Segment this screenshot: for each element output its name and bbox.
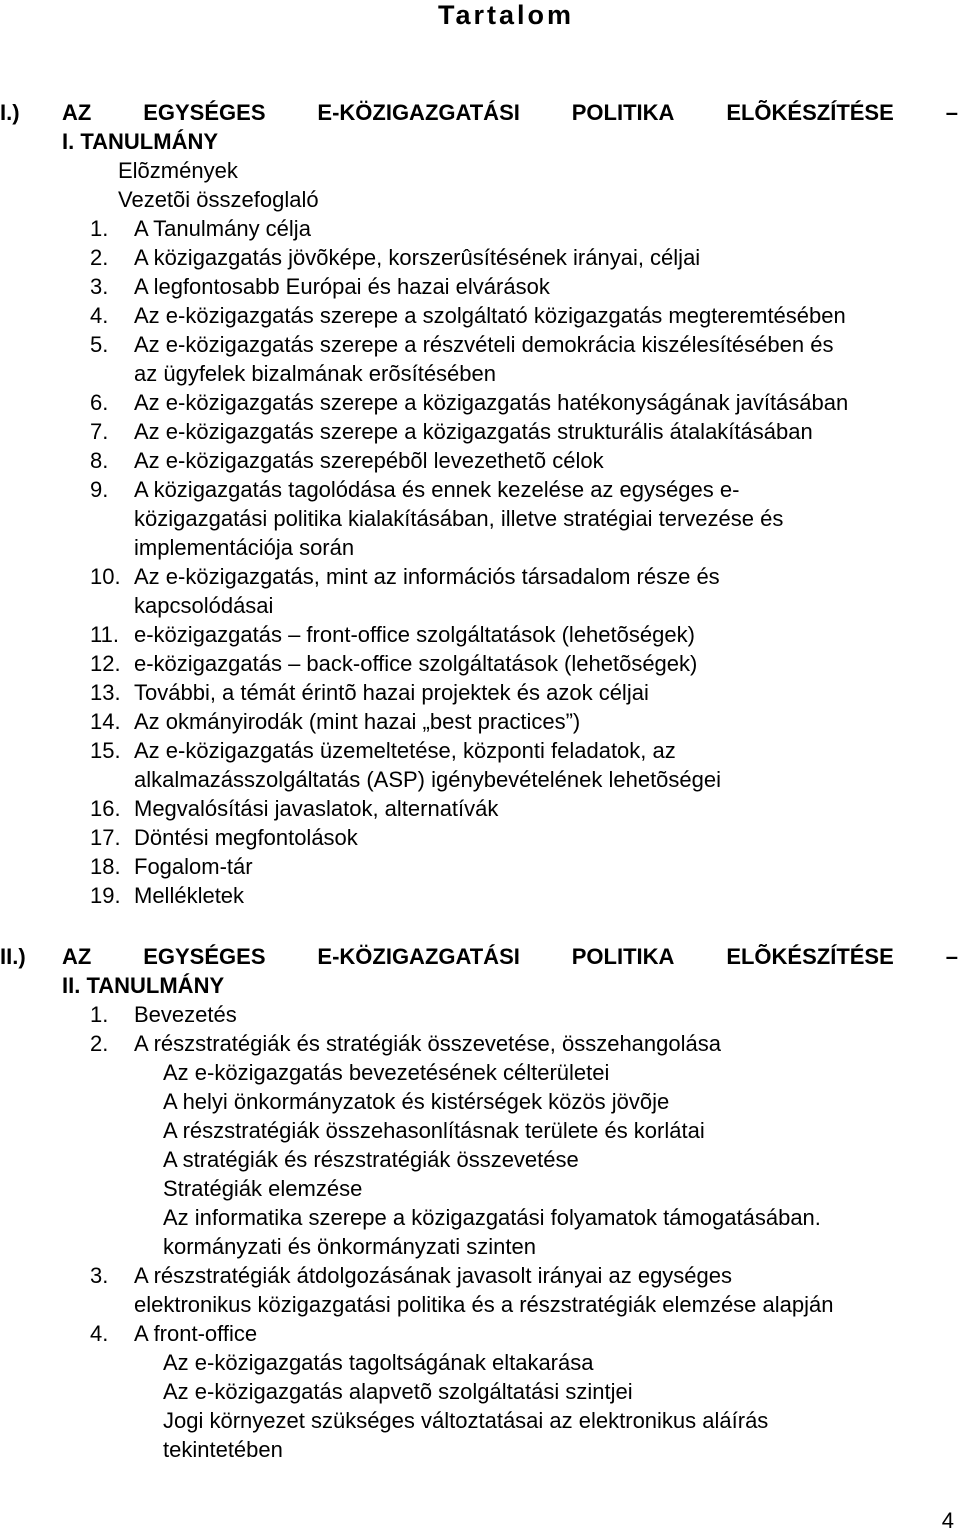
toc-item-text: Mellékletek [134,883,245,908]
section-number: I.) [0,100,20,125]
toc-subitem-text: Jogi környezet szükséges változtatásai az elektronikus aláírás [163,1408,769,1433]
toc-item-number: 15. [90,738,121,763]
toc-item-text: Fogalom-tár [134,854,253,879]
toc-item-text: közigazgatási politika kialakításában, illetve stratégiai tervezése és [134,506,784,531]
toc-item-text: Bevezetés [134,1002,237,1027]
section-number: II.) [0,944,26,969]
toc-item-text: implementációja során [134,535,355,560]
toc-subitem-text: Az e-közigazgatás alapvetõ szolgáltatási szintjei [163,1379,633,1404]
toc-item-number: 14. [90,709,121,734]
toc-item-number: 1. [90,1002,109,1027]
toc-subitem-text: A részstratégiák összehasonlításnak területe és korlátai [163,1118,705,1143]
toc-item-number: 4. [90,303,109,328]
heading-word: POLITIKA [571,944,675,969]
toc-item-text: elektronikus közigazgatási politika és a részstratégiák elemzése alapján [134,1292,834,1317]
toc-item-number: 16. [90,796,121,821]
toc-item-text: Döntési megfontolások [134,825,358,850]
toc-item-number: 9. [90,477,109,502]
toc-item-text: A részstratégiák átdolgozásának javasolt irányai az egységes [134,1263,733,1288]
section-subtitle: II. TANULMÁNY [62,973,225,998]
toc-item-text: kapcsolódásai [134,593,274,618]
section-title-line [62,942,958,971]
toc-subitem-text: Az e-közigazgatás tagoltságának eltakarása [163,1350,594,1375]
toc-item-number: 2. [90,1031,109,1056]
toc-subitem-text: Stratégiák elemzése [163,1176,363,1201]
toc-item-number: 7. [90,419,109,444]
section-title-line [62,98,958,127]
toc-item-text: az ügyfelek bizalmának erõsítésében [134,361,496,386]
section-heading-2 [0,942,960,1000]
toc-item-text: alkalmazásszolgáltatás (ASP) igénybevételének lehetõségei [134,767,722,792]
toc-subitem-text: kormányzati és önkormányzati szinten [163,1234,536,1259]
toc-item-number: 3. [90,274,109,299]
toc-item-number: 17. [90,825,121,850]
toc-item-number: 2. [90,245,109,270]
heading-word: E-KÖZIGAZGATÁSI [317,100,520,125]
toc-item-number: 6. [90,390,109,415]
toc-item-number: 5. [90,332,109,357]
heading-word: AZ [62,944,92,969]
section-subtitle: I. TANULMÁNY [62,129,219,154]
toc-item-text: Az e-közigazgatás szerepe a közigazgatás hatékonyságának javításában [134,390,849,415]
toc-item-number: 4. [90,1321,109,1346]
toc-item-text: A Tanulmány célja [134,216,311,241]
toc-subitem-text: Az informatika szerepe a közigazgatási folyamatok támogatásában. [163,1205,821,1230]
toc-item-text: e-közigazgatás – front-office szolgáltatások (lehetõségek) [134,622,695,647]
toc-item-number: 11. [90,622,119,647]
toc-item-text: A közigazgatás tagolódása és ennek kezelése az egységes e- [134,477,740,502]
toc-item-text: A közigazgatás jövõképe, korszerûsítésének irányai, céljai [134,245,701,270]
toc-item-text: Az e-közigazgatás szerepe a közigazgatás strukturális átalakításában [134,419,813,444]
toc-subitem-text: tekintetében [163,1437,283,1462]
page-number: 4 [941,1508,954,1533]
toc-item-number: 19. [90,883,121,908]
section-heading-1 [0,98,960,156]
heading-word: – [945,944,958,969]
toc-subitem-text: A helyi önkormányzatok és kistérségek közös jövõje [163,1089,670,1114]
toc-subitem-text: Az e-közigazgatás bevezetésének célterületei [163,1060,610,1085]
toc-item-text: Az e-közigazgatás, mint az információs társadalom része és [134,564,720,589]
toc-preface-item: Elõzmények [118,158,238,183]
heading-word: – [945,100,958,125]
toc-item-text: Az okmányirodák (mint hazai „best practices”) [134,709,581,734]
toc-item-text: További, a témát érintõ hazai projektek és azok céljai [134,680,649,705]
toc-item-text: A részstratégiák és stratégiák összevetése, összehangolása [134,1031,721,1056]
toc-subitem-text: A stratégiák és részstratégiák összevetése [163,1147,579,1172]
toc-item-number: 8. [90,448,109,473]
toc-item-text: A front-office [134,1321,258,1346]
page-title: Tartalom [437,0,575,30]
toc-item-text: Az e-közigazgatás szerepe a részvételi demokrácia kiszélesítésében és [134,332,834,357]
toc-item-number: 13. [90,680,121,705]
toc-item-text: e-közigazgatás – back-office szolgáltatások (lehetõségek) [134,651,698,676]
toc-item-number: 12. [90,651,121,676]
toc-item-text: Az e-közigazgatás szerepe a szolgáltató közigazgatás megteremtésében [134,303,846,328]
toc-item-number: 10. [90,564,121,589]
heading-word: POLITIKA [571,100,675,125]
toc-item-text: Az e-közigazgatás üzemeltetése, központi feladatok, az [134,738,676,763]
toc-item-number: 3. [90,1263,109,1288]
heading-word: ELÕKÉSZÍTÉSE [726,100,894,125]
toc-item-text: Az e-közigazgatás szerepébõl levezethetõ célok [134,448,604,473]
heading-word: EGYSÉGES [143,944,266,969]
toc-item-number: 1. [90,216,109,241]
heading-word: AZ [62,100,92,125]
toc-item-text: Megvalósítási javaslatok, alternatívák [134,796,499,821]
toc-item-number: 18. [90,854,121,879]
toc-preface-item: Vezetõi összefoglaló [118,187,319,212]
heading-word: E-KÖZIGAZGATÁSI [317,944,520,969]
heading-word: EGYSÉGES [143,100,266,125]
heading-word: ELÕKÉSZÍTÉSE [726,944,894,969]
toc-item-text: A legfontosabb Európai és hazai elvárások [134,274,550,299]
